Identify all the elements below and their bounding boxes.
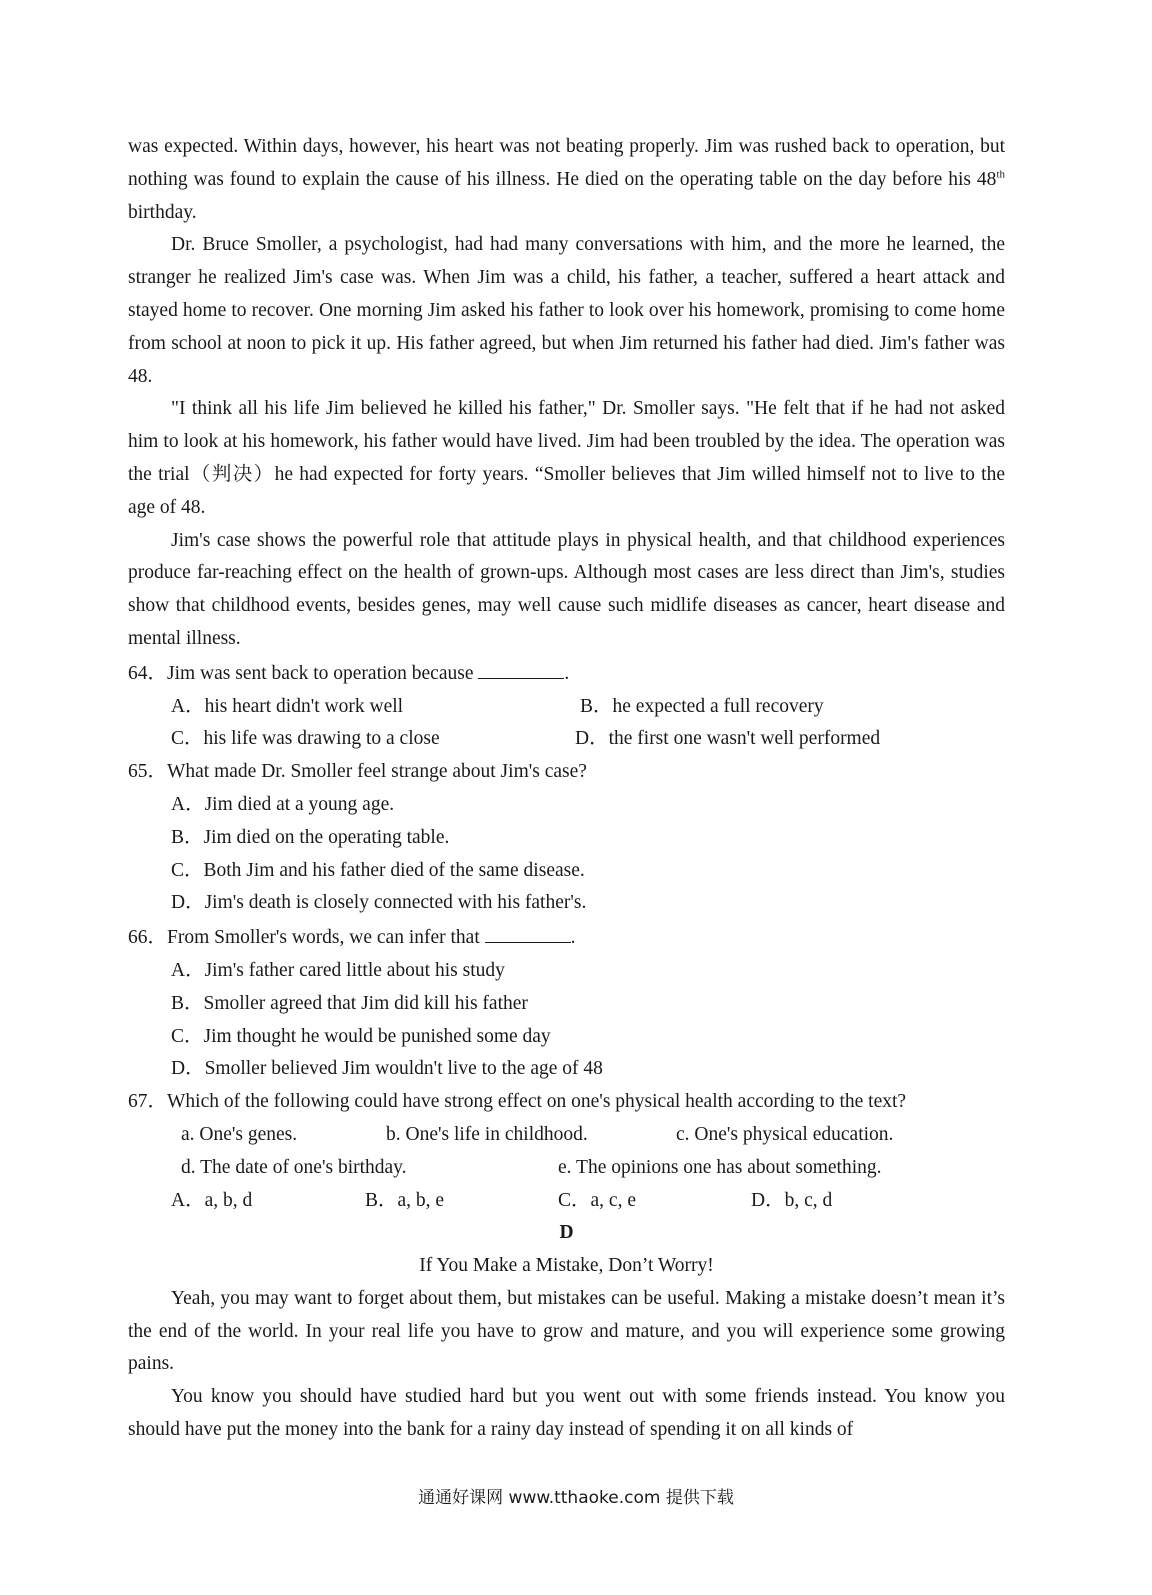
q67-option-a: A．a, b, d [171, 1189, 253, 1211]
q65-option-a: A．Jim died at a young age. [171, 793, 395, 815]
answer-blank [478, 656, 564, 679]
q66-option-b: B．Smoller agreed that Jim did kill his father [171, 992, 528, 1014]
question-65-stem: 65．What made Dr. Smoller feel strange about Jim's case? [128, 761, 587, 783]
document-page [128, 131, 1005, 1447]
paragraph-1-text: was expected. Within days, however, his heart was not beating properly. Jim was rushed back to operation, but nothing was found to explain the cause of his illness. He died on the operating table on the day before his 48 [128, 136, 1005, 190]
section-letter: D [559, 1222, 574, 1244]
q64-option-d: D．the first one wasn't well performed [575, 728, 881, 750]
q66-option-c: C．Jim thought he would be punished some day [171, 1025, 551, 1047]
paragraph-2: Dr. Bruce Smoller, a psychologist, had had many conversations with him, and the more he learned, the stranger he realized Jim's case was. When Jim was a child, his father, a teacher, suffered a heart attack and stayed home to recover. One morning Jim asked his father to look over his homework, promising to come home from school at noon to pick it up. His father agreed, but when Jim returned his father had died. Jim's father was 48. [128, 234, 1005, 387]
question-67-options-row [128, 1185, 1005, 1218]
question-64-end: . [564, 662, 570, 684]
q67-item-b: b. One's life in childhood. [386, 1123, 588, 1145]
page-footer: 通通好课网 www.tthaoke.com 提供下载 [418, 1488, 734, 1508]
question-64-options-row-2 [128, 723, 1005, 756]
paragraph-3: "I think all his life Jim believed he killed his father," Dr. Smoller says. "He felt that if he had not asked him to look at his homework, his father would have lived. Jim had been troubled by the idea. The operation was the trial（判决）he had expected for forty years. “Smoller believes that Jim willed himself not to live to the age of 48. [128, 398, 1005, 518]
q64-option-c: C．his life was drawing to a close [171, 728, 440, 750]
question-67-stem: 67．Which of the following could have strong effect on one's physical health according to the text? [128, 1091, 907, 1113]
paragraph-1 [128, 131, 1005, 229]
paragraph-4: Jim's case shows the powerful role that attitude plays in physical health, and that childhood experiences produce far-reaching effect on the health of grown-ups. Although most cases are less direct than Jim's, studies show that childhood events, besides genes, may well cause such midlife diseases as cancer, heart disease and mental illness. [128, 529, 1005, 649]
q65-option-c: C．Both Jim and his father died of the same disease. [171, 859, 585, 881]
question-66-end: . [570, 927, 576, 949]
q67-item-c: c. One's physical education. [676, 1123, 894, 1145]
question-66-stem [128, 920, 1005, 955]
section-d-paragraph-2: You know you should have studied hard but you went out with some friends instead. You know you should have put the money into the bank for a rainy day instead of spending it on all kinds of [128, 1386, 1005, 1441]
answer-blank [485, 920, 571, 943]
q67-item-d: d. The date of one's birthday. [181, 1156, 407, 1178]
q67-item-a: a. One's genes. [181, 1123, 298, 1145]
question-64-options-row-1 [128, 691, 1005, 724]
q65-option-b: B．Jim died on the operating table. [171, 826, 450, 848]
question-64-stem [128, 656, 1005, 691]
question-64-text: 64．Jim was sent back to operation because [128, 662, 479, 684]
q66-option-a: A．Jim's father cared little about his study [171, 959, 505, 981]
paragraph-1-tail: birthday. [128, 201, 197, 223]
section-d-paragraph-1: Yeah, you may want to forget about them, but mistakes can be useful. Making a mistake doesn’t mean it’s the end of the world. In your real life you have to grow and mature, and you will experience some growing pains. [128, 1287, 1005, 1375]
q67-item-e: e. The opinions one has about something. [558, 1156, 882, 1178]
q64-option-a: A．his heart didn't work well [171, 695, 404, 717]
q64-option-b: B．he expected a full recovery [580, 695, 824, 717]
q67-option-d: D．b, c, d [751, 1189, 833, 1211]
q66-option-d: D．Smoller believed Jim wouldn't live to the age of 48 [171, 1058, 603, 1080]
question-67-items-row-2 [128, 1152, 1005, 1185]
ordinal-suffix: th [996, 168, 1005, 181]
q65-option-d: D．Jim's death is closely connected with his father's. [171, 892, 587, 914]
question-67-items-row-1 [128, 1119, 1005, 1152]
question-66-text: 66．From Smoller's words, we can infer that [128, 927, 485, 949]
q67-option-b: B．a, b, e [365, 1189, 445, 1211]
q67-option-c: C．a, c, e [558, 1189, 636, 1211]
passage-title: If You Make a Mistake, Don’t Worry! [419, 1255, 714, 1277]
